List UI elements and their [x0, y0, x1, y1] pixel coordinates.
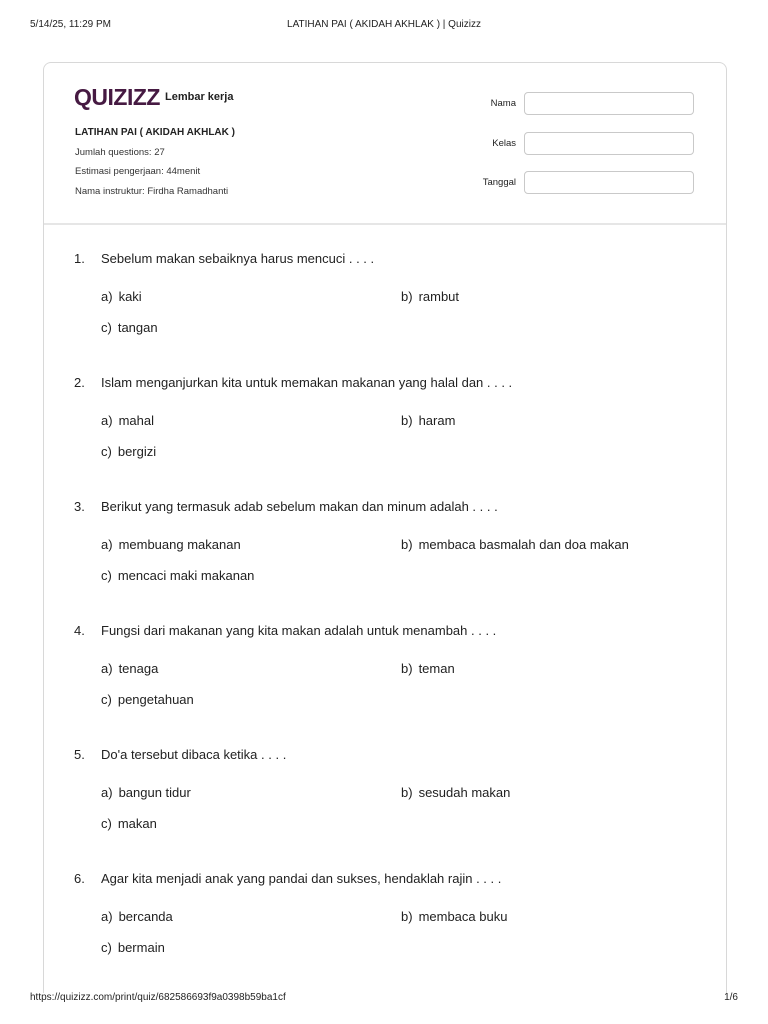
option-letter: c): [101, 940, 112, 955]
option-letter: c): [101, 692, 112, 707]
svg-text:QUIZIZZ: QUIZIZZ: [74, 84, 160, 110]
question-1: [74, 251, 694, 351]
option-text: kaki: [118, 289, 142, 304]
question-3: [74, 499, 694, 599]
option-letter: a): [101, 289, 113, 304]
question-number: 6.: [74, 871, 85, 886]
option-a: [101, 537, 241, 552]
option-text: bermain: [117, 940, 165, 955]
question-text: Islam menganjurkan kita untuk memakan makanan yang halal dan . . . .: [101, 375, 513, 390]
estimated-time: Estimasi pengerjaan: 44menit: [75, 166, 201, 177]
option-letter: a): [101, 537, 113, 552]
option-letter: a): [101, 909, 113, 924]
option-letter: a): [101, 413, 113, 428]
question-2: [74, 375, 694, 475]
worksheet: [43, 62, 727, 993]
name-label: Nama: [490, 98, 516, 109]
option-b: [401, 909, 507, 924]
print-footer: [30, 992, 738, 1006]
option-text: rambut: [418, 289, 460, 304]
option-text: mencaci maki makanan: [117, 568, 255, 583]
print-date: 5/14/25, 11:29 PM: [30, 19, 111, 30]
option-c: [101, 940, 165, 955]
option-text: haram: [418, 413, 456, 428]
option-text: membaca basmalah dan doa makan: [418, 537, 629, 552]
page-number: 1/6: [724, 992, 738, 1003]
question-6: [74, 871, 694, 971]
option-c: [101, 444, 156, 459]
option-text: makan: [117, 816, 157, 831]
option-letter: c): [101, 444, 112, 459]
print-header: [30, 19, 738, 33]
worksheet-label: Lembar kerja: [165, 91, 234, 103]
date-field[interactable]: [524, 171, 694, 194]
option-letter: b): [401, 289, 413, 304]
option-text: pengetahuan: [117, 692, 194, 707]
option-a: [101, 289, 142, 304]
print-url: https://quizizz.com/print/quiz/682586693f9a0398b59ba1cf: [30, 992, 286, 1003]
option-text: membaca buku: [418, 909, 508, 924]
option-letter: b): [401, 909, 413, 924]
option-c: [101, 692, 194, 707]
question-number: 1.: [74, 251, 85, 266]
date-label: Tanggal: [482, 177, 516, 188]
option-b: [401, 413, 455, 428]
class-label: Kelas: [492, 138, 516, 149]
option-letter: c): [101, 816, 112, 831]
option-letter: b): [401, 537, 413, 552]
worksheet-header: [44, 63, 726, 225]
quiz-title: LATIHAN PAI ( AKIDAH AKHLAK ): [75, 127, 235, 138]
quizizz-logo: [74, 84, 160, 110]
question-text: Fungsi dari makanan yang kita makan adalah untuk menambah . . . .: [101, 623, 497, 638]
option-letter: c): [101, 568, 112, 583]
name-field[interactable]: [524, 92, 694, 115]
question-text: Sebelum makan sebaiknya harus mencuci . . . .: [101, 251, 375, 266]
question-text: Do'a tersebut dibaca ketika . . . .: [101, 747, 287, 762]
option-letter: a): [101, 785, 113, 800]
question-text: Agar kita menjadi anak yang pandai dan sukses, hendaklah rajin . . . .: [101, 871, 502, 886]
option-b: [401, 537, 629, 552]
question-number: 4.: [74, 623, 85, 638]
question-number: 3.: [74, 499, 85, 514]
question-number: 2.: [74, 375, 85, 390]
option-letter: b): [401, 785, 413, 800]
option-c: [101, 320, 158, 335]
question-count: Jumlah questions: 27: [75, 147, 165, 158]
option-c: [101, 816, 157, 831]
option-text: sesudah makan: [418, 785, 511, 800]
option-text: teman: [418, 661, 455, 676]
option-b: [401, 661, 455, 676]
option-text: bercanda: [118, 909, 173, 924]
question-4: [74, 623, 694, 723]
option-text: tenaga: [118, 661, 159, 676]
instructor-name: Nama instruktur: Firdha Ramadhanti: [75, 186, 229, 197]
option-b: [401, 785, 510, 800]
option-text: mahal: [118, 413, 154, 428]
option-letter: b): [401, 413, 413, 428]
option-letter: a): [101, 661, 113, 676]
option-a: [101, 661, 158, 676]
class-field[interactable]: [524, 132, 694, 155]
question-5: [74, 747, 694, 847]
option-a: [101, 909, 173, 924]
option-a: [101, 413, 154, 428]
question-text: Berikut yang termasuk adab sebelum makan dan minum adalah . . . .: [101, 499, 498, 514]
print-title: LATIHAN PAI ( AKIDAH AKHLAK ) | Quizizz: [287, 19, 481, 30]
option-b: [401, 289, 459, 304]
question-number: 5.: [74, 747, 85, 762]
option-text: bangun tidur: [118, 785, 191, 800]
option-text: bergizi: [117, 444, 157, 459]
option-text: tangan: [117, 320, 158, 335]
option-c: [101, 568, 254, 583]
option-letter: b): [401, 661, 413, 676]
option-a: [101, 785, 191, 800]
option-text: membuang makanan: [118, 537, 241, 552]
option-letter: c): [101, 320, 112, 335]
